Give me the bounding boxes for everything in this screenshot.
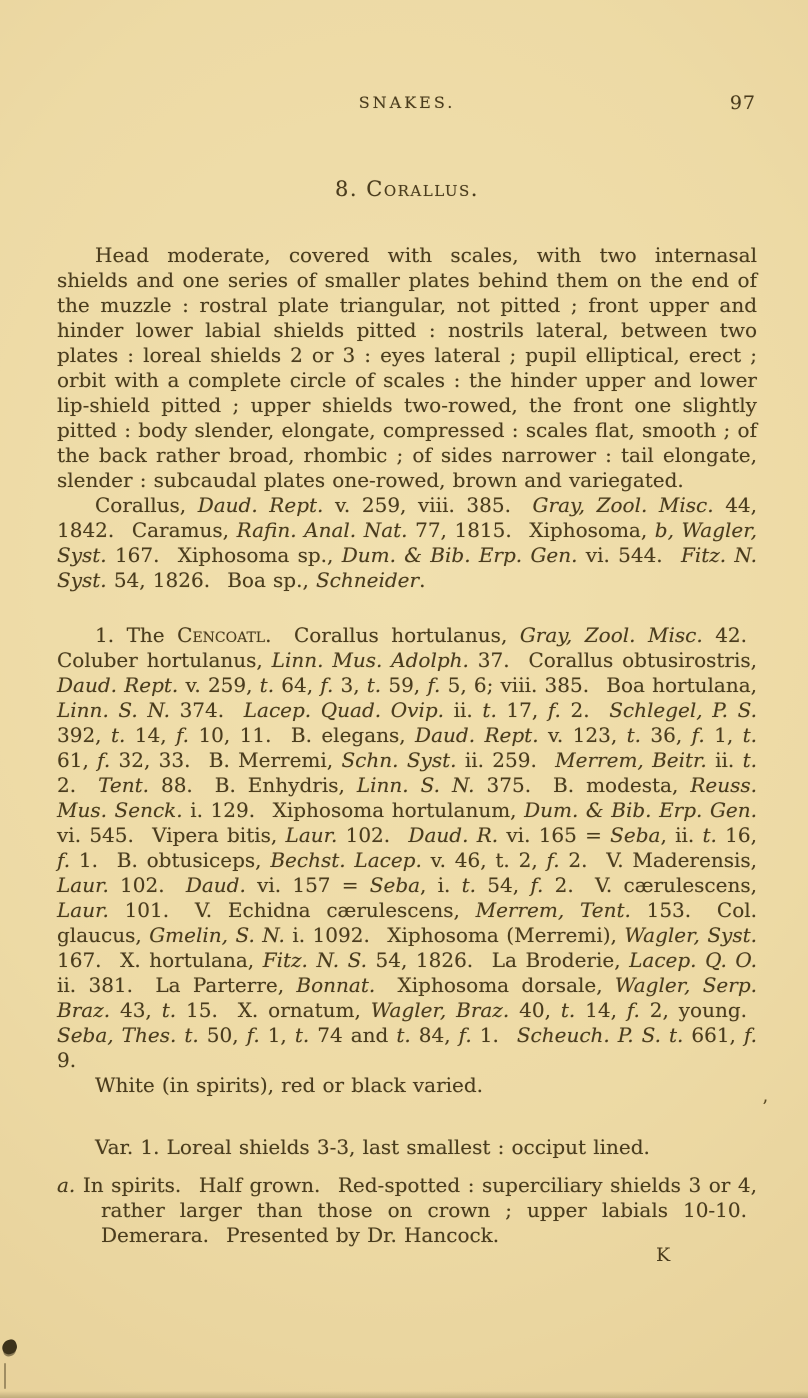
page-number: 97 (729, 92, 756, 114)
stray-mark-artifact: ’ (762, 1096, 769, 1118)
genus-description: Head moderate, covered with scales, with two internasal shields and one series of smaller plates behind them on the end of the muzzle : rostral plate triangular, not pitted ; front upper and hinder lower labial shields pitted : nostrils lateral, between two plates : loreal shields 2 or 3 : eyes lateral ; pupil elliptical, erect ; orbit with a complete circle of scales : the hinder upper and lower lip-shield pitted ; upper shields two-rowed, the front one slightly pitted : body slender, elongate, compressed : scales flat, smooth ; of the back rather broad, rhombic ; of sides narrower : tail elongate, slender : subcaudal plates one-rowed, brown and variegated. (57, 243, 757, 492)
running-header-title: SNAKES. (358, 93, 456, 112)
specimen-a: a. In spirits. Half grown. Red-spotted : superciliary shields 3 or 4, rather larger than those on crown ; upper labials 10-10. Demerara. Presented by Dr. Hancock. (57, 1173, 757, 1247)
section-heading (57, 177, 757, 205)
ink-smudge-artifact (4, 1363, 6, 1389)
species-coloration: White (in spirits), red or black varied. (95, 1073, 484, 1097)
species-entry: 1. The Cencoatl. Corallus hortulanus, Gray, Zool. Misc. 42. Coluber hortulanus, Linn. Mus. Adolph. 37. Corallus obtusirostris, Daud. Rept. v. 259, t. 64, f. 3, t. 59, f. 5, 6; viii. 385. Boa hortulana, Linn. S. N. 374. Lacep. Quad. Ovip. ii. t. 17, f. 2. Schlegel, P. S. 392, t. 14, f. 10, 11. B. elegans, Daud. Rept. v. 123, t. 36, f. 1, t. 61, f. 32, 33. B. Merremi, Schn. Syst. ii. 259. Merrem, Beitr. ii. t. 2. Tent. 88. B. Enhydris, Linn. S. N. 375. B. modesta, Reuss. Mus. Senck. i. 129. Xiphosoma hortulanum, Dum. & Bib. Erp. Gen. vi. 545. Vipera bitis, Laur. 102. Daud. R. vi. 165 = Seba, ii. t. 16, f. 1. B. obtusiceps, Bechst. Lacep. v. 46, t. 2, f. 2. V. Maderensis, Laur. 102. Daud. vi. 157 = Seba, i. t. 54, f. 2. V. cærulescens, Laur. 101. V. Echidna cærulescens, Merrem, Tent. 153. Col. glaucus, Gmelin, S. N. i. 1092. Xiphosoma (Merremi), Wagler, Syst. 167. X. hortulana, Fitz. N. S. 54, 1826. La Broderie, Lacep. Q. O. ii. 381. La Parterre, Bonnat. Xiphosoma dorsale, Wagler, Serp. Braz. 43, t. 15. X. ornatum, Wagler, Braz. 40, t. 14, f. 2, young. Seba, Thes. t. 50, f. 1, t. 74 and t. 84, f. 1. Scheuch. P. S. t. 661, f. 9. (57, 623, 758, 1072)
body-text (57, 243, 757, 1248)
section-heading-name: orallus. (383, 177, 479, 201)
section-heading-prefix: 8. C (335, 177, 384, 201)
variety-1: Var. 1. Loreal shields 3-3, last smallest : occiput lined. (95, 1135, 650, 1159)
signature-mark: K (656, 1244, 672, 1266)
page-header (57, 93, 757, 115)
genus-synonymy: Corallus, Daud. Rept. v. 259, viii. 385. Gray, Zool. Misc. 44, 1842. Caramus, Rafin. Anal. Nat. 77, 1815. Xiphosoma, b, Wagler, Syst. 167. Xiphosoma sp., Dum. & Bib. Erp. Gen. vi. 544. Fitz. N. Syst. 54, 1826. Boa sp., Schneider. (57, 493, 758, 592)
